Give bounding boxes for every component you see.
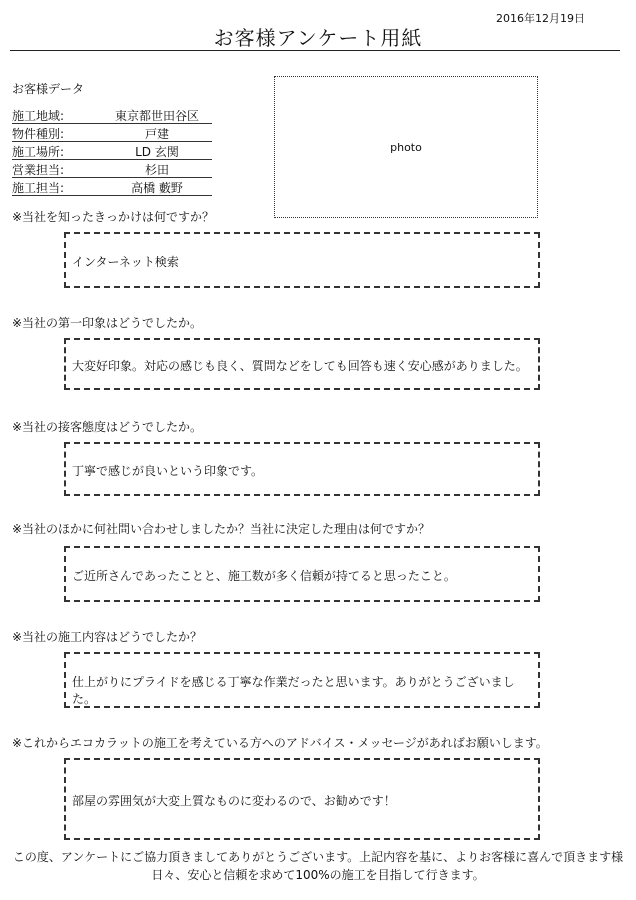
answer-box-6 <box>64 758 540 840</box>
row-label: 施工場所: <box>12 145 65 159</box>
customer-data-heading: お客様データ <box>12 82 85 96</box>
question-3: ※当社の接客態度はどうでしたか。 <box>12 420 203 434</box>
answer-box-2 <box>64 338 540 390</box>
row-label: 施工担当: <box>12 181 65 195</box>
answer-box-5 <box>64 652 540 708</box>
answer-5-text: 仕上がりにプライドを感じる丁寧な作業だったと思います。ありがとうございました。 <box>72 675 515 706</box>
question-1: ※当社を知ったきっかけは何ですか？ <box>12 210 215 224</box>
footer-line-2: 日々、安心と信頼を求めて100%の施工を目指して行きます。 <box>151 868 485 882</box>
answer-box-4 <box>64 546 540 602</box>
answer-3-text: 丁寧で感じが良いという印象です。 <box>72 464 264 478</box>
answer-box-3 <box>64 442 540 496</box>
question-2: ※当社の第一印象はどうでしたか。 <box>12 316 203 330</box>
question-4: ※当社のほかに何社問い合わせしましたか？当社に決定した理由は何ですか？ <box>12 522 431 536</box>
customer-row-area <box>12 106 212 124</box>
answer-2-text: 大変好印象。対応の感じも良く、質問などをしても回答も速く安心感がありました。 <box>72 359 528 373</box>
row-value: 東京都世田谷区 <box>114 109 199 123</box>
footer-line-1: この度、アンケートにご協力頂きましてありがとうございます。上記内容を基に、よりお客様に喜んで頂きます様 <box>12 850 624 864</box>
survey-date: 2016年12月19日 <box>496 12 585 25</box>
row-value: LD 玄関 <box>135 145 179 159</box>
answer-4-text: ご近所さんであったことと、施工数が多く信頼が持てると思ったこと。 <box>72 569 456 583</box>
title-divider <box>10 50 620 51</box>
customer-row-installer <box>12 178 212 196</box>
answer-box-1 <box>64 232 540 288</box>
row-value: 高橋 藪野 <box>131 181 183 195</box>
row-label: 営業担当: <box>12 163 65 177</box>
photo-label: photo <box>390 141 422 154</box>
customer-row-type <box>12 124 212 142</box>
page-title: お客様アンケート用紙 <box>213 26 423 50</box>
question-6: ※これからエコカラットの施工を考えている方へのアドバイス・メッセージがあればお願いします。 <box>12 736 548 750</box>
customer-row-location <box>12 142 212 160</box>
answer-6-text: 部屋の雰囲気が大変上質なものに変わるので、お勧めです！ <box>72 794 396 808</box>
question-5: ※当社の施工内容はどうでしたか？ <box>12 630 203 644</box>
row-label: 物件種別: <box>12 127 65 141</box>
row-value: 杉田 <box>144 163 169 177</box>
photo-placeholder <box>274 76 538 218</box>
row-label: 施工地域: <box>12 109 65 123</box>
customer-row-sales <box>12 160 212 178</box>
footer-message <box>0 848 636 884</box>
answer-1-text: インターネット検索 <box>72 255 179 269</box>
row-value: 戸建 <box>144 127 169 141</box>
